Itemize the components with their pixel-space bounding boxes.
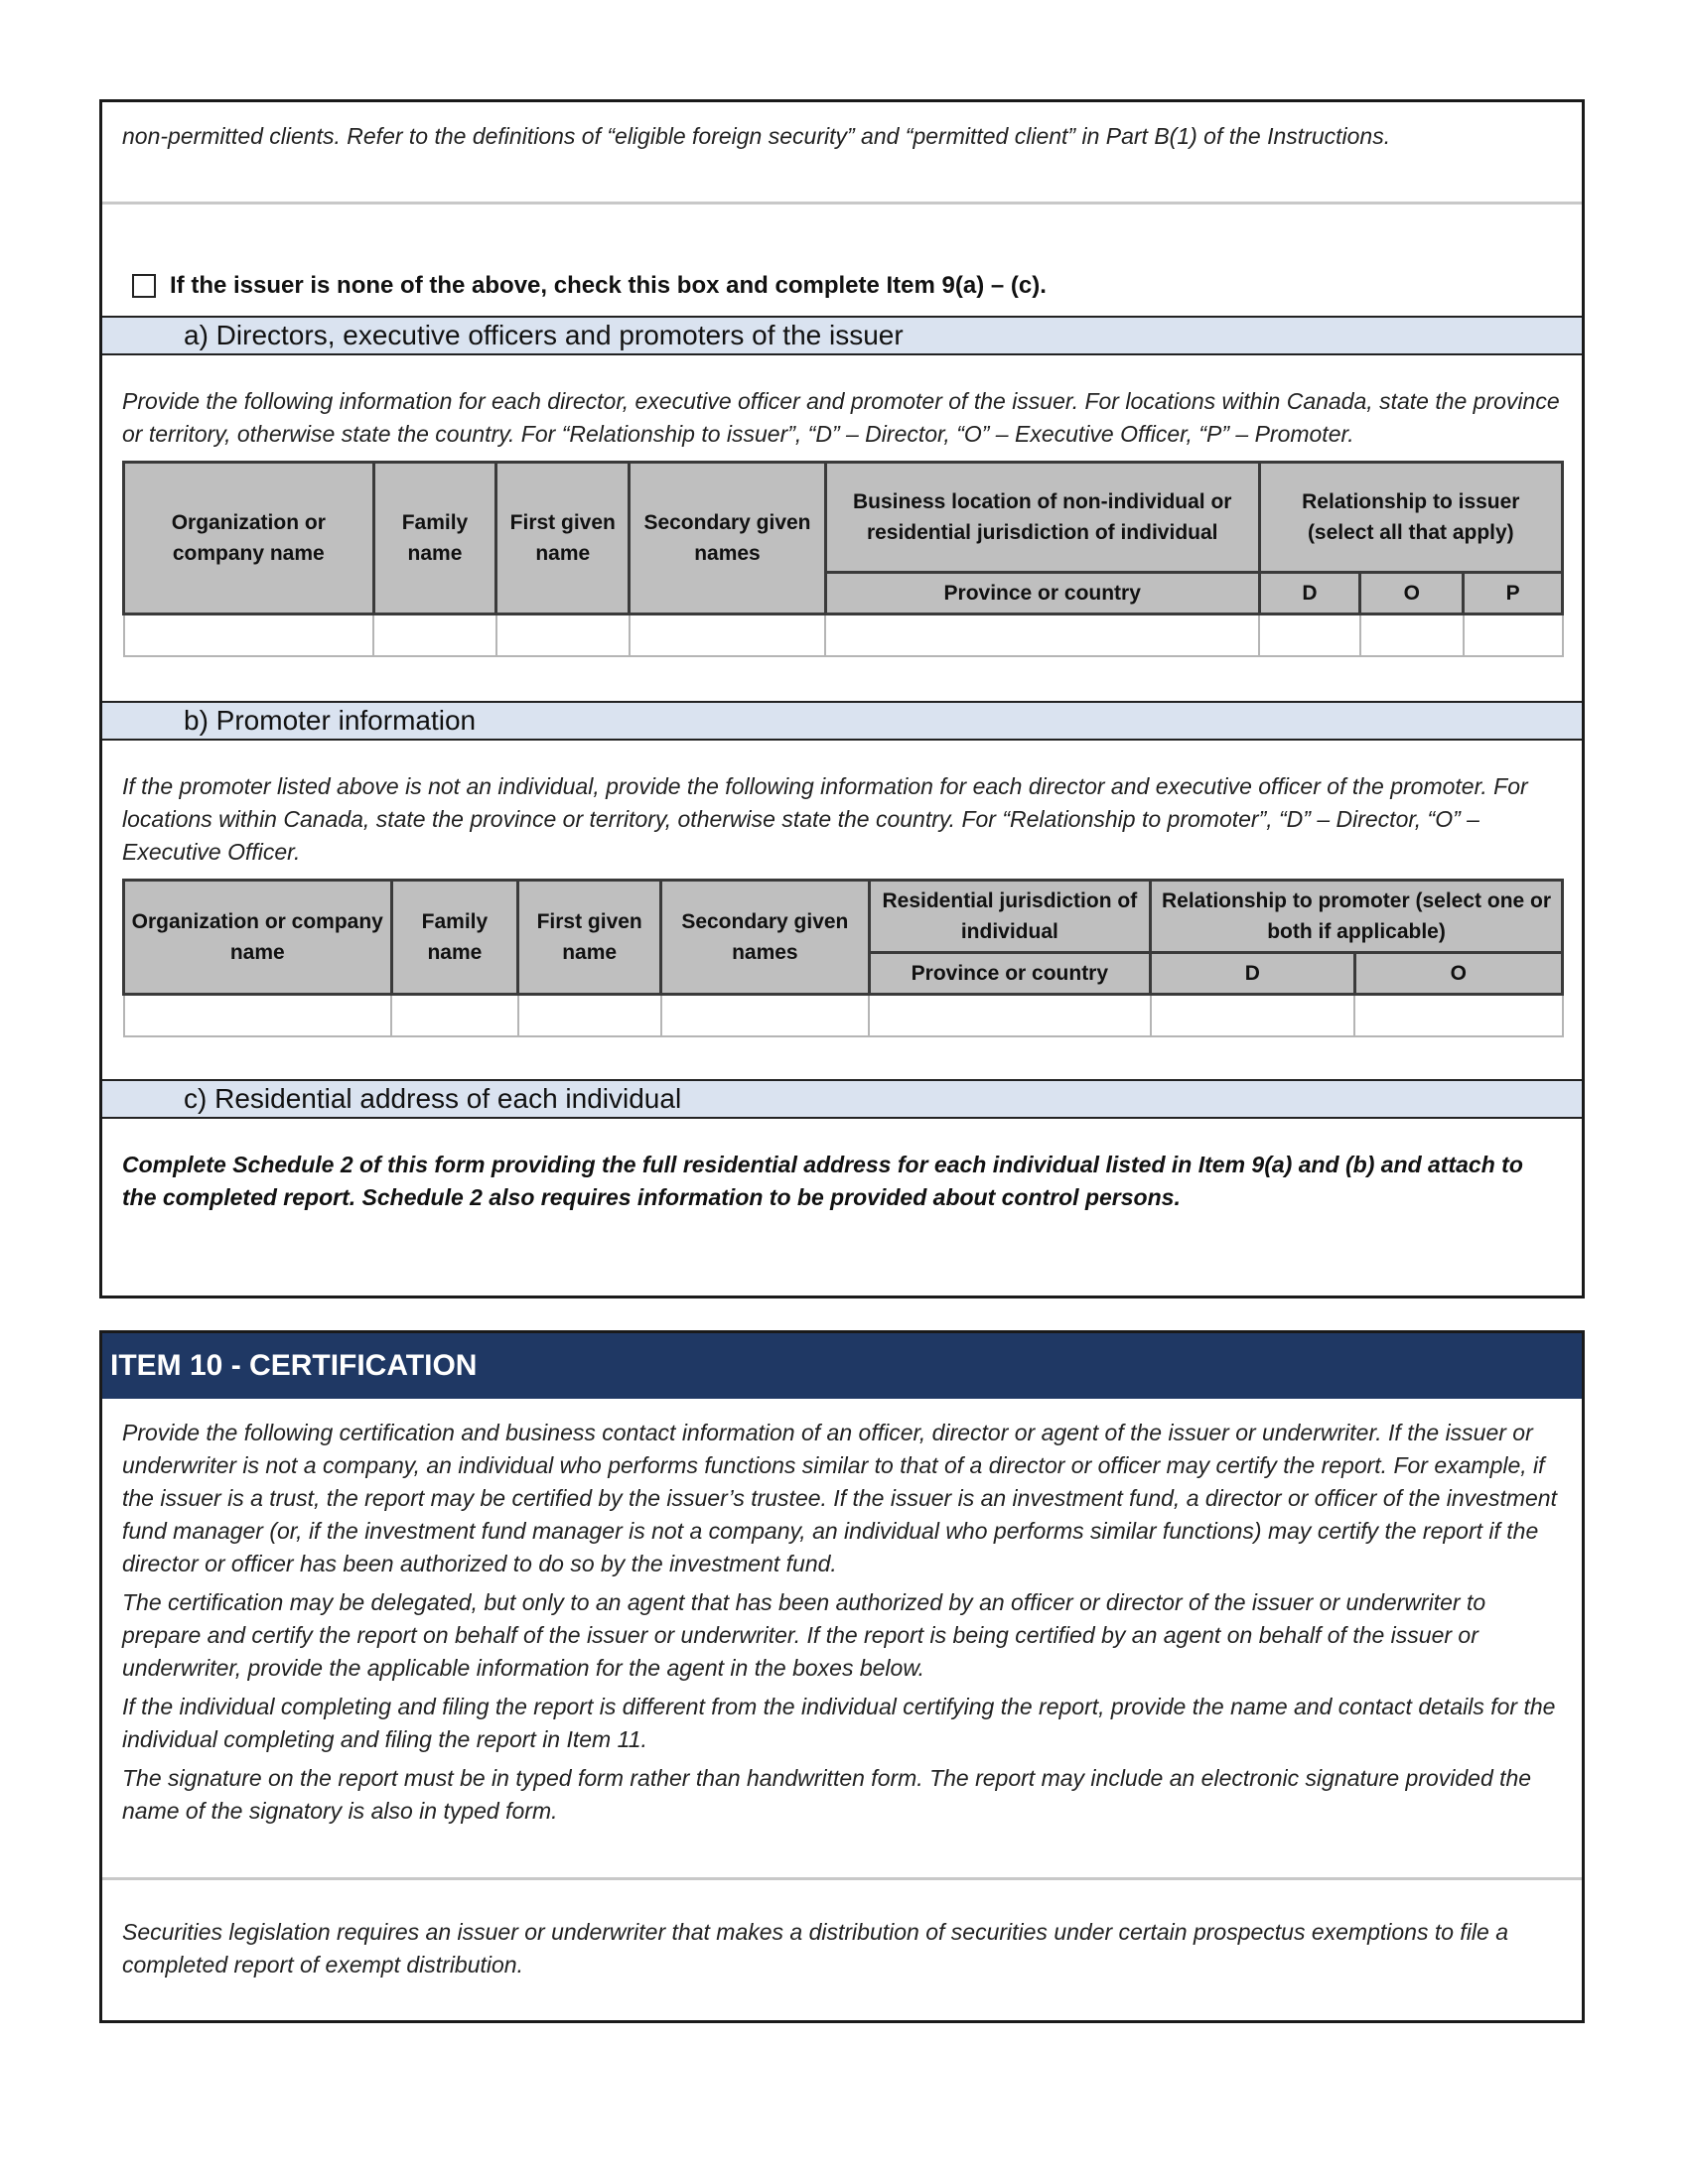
header-organization: Organization or company name [124,463,374,614]
header-d: D [1151,953,1354,995]
certification-instructions [102,1399,1582,1877]
form-page [99,99,1585,2023]
o-cell[interactable] [1354,995,1563,1037]
header-o: O [1360,573,1464,614]
province-cell[interactable] [869,995,1150,1037]
province-cell[interactable] [825,614,1259,657]
header-family-name: Family name [373,463,496,614]
header-secondary-given-names: Secondary given names [630,463,826,614]
none-of-above-row [102,205,1582,316]
header-secondary-given-names: Secondary given names [661,881,870,995]
item-10-box [99,1330,1585,2023]
section-b-title: b) Promoter information [102,701,1582,741]
family-name-cell[interactable] [391,995,518,1037]
intro-text: non-permitted clients. Refer to the definitions of “eligible foreign security” and “permitted client” in Part B(1) of the Instructions. [122,123,1391,149]
certification-paragraph: The certification may be delegated, but only to an agent that has been authorized by an officer or director of the issuer or underwriter to prepare and certify the report on behalf of the issuer or underwriter. If the report is being certified by an agent on behalf of the issuer or underwriter, provide the applicable information for the agent in the boxes below. [122,1589,1486,1681]
org-name-cell[interactable] [124,614,374,657]
first-name-cell[interactable] [518,995,661,1037]
none-of-above-checkbox[interactable] [132,274,156,298]
certification-paragraph: Provide the following certification and business contact information of an officer, director or agent of the issuer or underwriter. If the issuer or underwriter is not a company, an individual who performs functions similar to that of a director or officer may certify the report. For example, if the issuer is a trust, the report may be certified by the issuer’s trustee. If the issuer is an investment fund, a director or officer of the investment fund manager (or, if the investment fund manager is not a company, an individual who performs similar functions) may certify the report if the director or officer has been authorized to do so by the investment fund. [122,1420,1557,1576]
section-b-description: If the promoter listed above is not an individual, provide the following information for each director and executive officer of the promoter. For locations within Canada, state the province or territory, otherwise state the country. For “Relationship to promoter”, “D” – Director, “O” – Executive Officer. [122,773,1528,865]
first-name-cell[interactable] [496,614,630,657]
header-residential-jurisdiction: Residential jurisdiction of individual [869,881,1150,953]
section-c-description: Complete Schedule 2 of this form providing the full residential address for each individual listed in Item 9(a) and (b) and attach to the completed report. Schedule 2 also requires information to be provided about control persons. [122,1152,1523,1210]
legislation-note: Securities legislation requires an issuer or underwriter that makes a distribution of securities under certain prospectus exemptions to file a completed report of exempt distribution. [122,1919,1509,1978]
p-cell[interactable] [1464,614,1563,657]
table-row [124,995,1563,1037]
d-cell[interactable] [1151,995,1354,1037]
directors-table [122,461,1564,657]
header-business-location: Business location of non-individual or residential jurisdiction of individual [825,463,1259,573]
section-a-title: a) Directors, executive officers and promoters of the issuer [102,316,1582,355]
header-o: O [1354,953,1563,995]
checkbox-label: If the issuer is none of the above, check this box and complete Item 9(a) – (c). [170,272,1047,299]
certification-paragraph: The signature on the report must be in typed form rather than handwritten form. The report may include an electronic signature provided the name of the signatory is also in typed form. [122,1765,1532,1824]
promoter-table [122,879,1564,1037]
org-name-cell[interactable] [124,995,392,1037]
item-9-box [99,99,1585,1298]
header-organization: Organization or company name [124,881,392,995]
o-cell[interactable] [1360,614,1464,657]
d-cell[interactable] [1259,614,1360,657]
family-name-cell[interactable] [373,614,496,657]
secondary-names-cell[interactable] [630,614,826,657]
header-relationship-to-issuer: Relationship to issuer (select all that apply) [1259,463,1562,573]
header-first-given-name: First given name [496,463,630,614]
header-province-or-country: Province or country [825,573,1259,614]
header-d: D [1259,573,1360,614]
section-a-description: Provide the following information for each director, executive officer and promoter of the issuer. For locations within Canada, state the province or territory, otherwise state the country. For “Relationship to issuer”, “D” – Director, “O” – Executive Officer, “P” – Promoter. [122,388,1560,447]
secondary-names-cell[interactable] [661,995,870,1037]
header-first-given-name: First given name [518,881,661,995]
header-relationship-to-promoter: Relationship to promoter (select one or both if applicable) [1151,881,1563,953]
header-p: P [1464,573,1563,614]
item-10-header: ITEM 10 - CERTIFICATION [102,1333,1582,1399]
header-family-name: Family name [391,881,518,995]
certification-paragraph: If the individual completing and filing the report is different from the individual certifying the report, provide the name and contact details for the individual completing and filing the report in Item 11. [122,1694,1556,1752]
section-c-title: c) Residential address of each individual [102,1079,1582,1119]
table-row [124,614,1563,657]
header-province-or-country: Province or country [869,953,1150,995]
